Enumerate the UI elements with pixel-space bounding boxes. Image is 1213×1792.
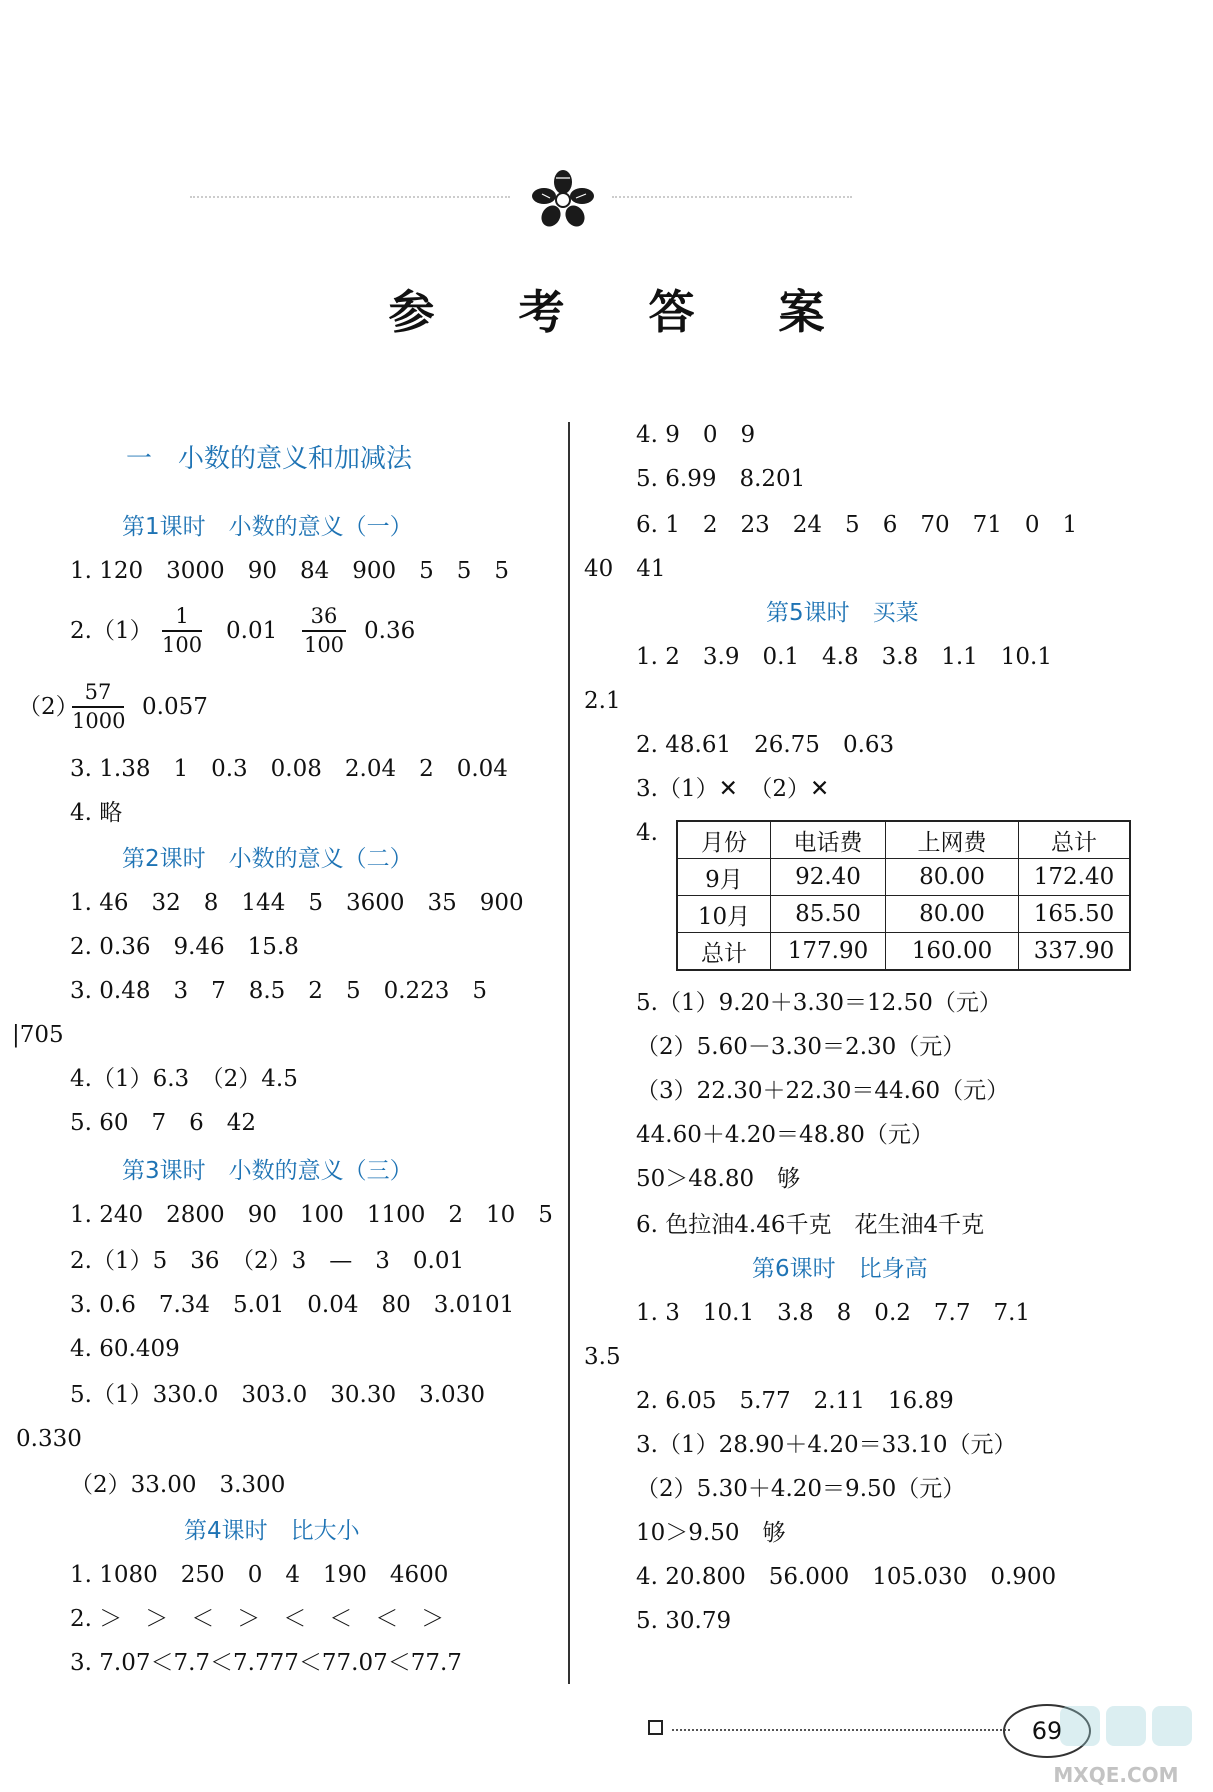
table-row (677, 933, 1130, 971)
table-header-cell: 上网费 (886, 821, 1019, 859)
answer-line: 4.（1）6.3 （2）4.5 (70, 1066, 298, 1092)
answer-line: 2. ＞ ＞ ＜ ＞ ＜ ＜ ＜ ＞ (70, 1606, 445, 1632)
table-header-cell: 总计 (1019, 821, 1131, 859)
answer-line: 5. 30.79 (636, 1608, 732, 1634)
answer-line: 3. 7.07＜7.7＜7.777＜77.07＜77.7 (70, 1650, 462, 1676)
lesson-1-heading: 第1课时 小数的意义（一） (122, 514, 413, 540)
footer-square-icon (648, 1720, 663, 1735)
table-header-cell: 月份 (677, 821, 771, 859)
fraction-numerator: 36 (302, 606, 346, 632)
answer-line: 4. 20.800 56.000 105.030 0.900 (636, 1564, 1057, 1590)
page-number: 69 (1003, 1704, 1091, 1758)
answer-line: 2.（1） (70, 618, 153, 644)
answer-line: 1. 46 32 8 144 5 3600 35 900 (70, 890, 524, 916)
answer-line: 0.01 (226, 618, 278, 644)
table-row (677, 859, 1130, 896)
table-header-cell: 电话费 (771, 821, 886, 859)
table-row (677, 896, 1130, 933)
answer-line: 2.1 (584, 688, 621, 714)
unit-title: 一 小数的意义和加减法 (126, 444, 413, 474)
table-cell: 160.00 (886, 933, 1019, 971)
answer-line: 6. 色拉油4.46千克 花生油4千克 (636, 1212, 985, 1238)
table-cell: 10月 (677, 896, 771, 933)
answer-line: 44.60＋4.20＝48.80（元） (636, 1122, 934, 1148)
footer-leader-dots (672, 1729, 1010, 1731)
answer-line: 2. 6.05 5.77 2.11 16.89 (636, 1388, 954, 1414)
answer-line: 5.（1）330.0 303.0 30.30 3.030 (70, 1382, 485, 1408)
table-cell: 165.50 (1019, 896, 1131, 933)
fraction-denominator: 1000 (72, 709, 126, 733)
title-dots-left (190, 196, 510, 198)
fraction-numerator: 1 (162, 606, 202, 632)
answer-line: 3.（1）✕ （2）✕ (636, 776, 830, 802)
answer-line: 4. (636, 820, 658, 846)
fee-table (676, 820, 1131, 971)
answer-line: 3. 0.48 3 7 8.5 2 5 0.223 5 (70, 978, 488, 1004)
table-header-row (677, 821, 1130, 859)
answer-line: 4. 略 (70, 800, 123, 826)
answer-line: 0.330 (16, 1426, 82, 1452)
answer-line: 6. 1 2 23 24 5 6 70 71 0 1 (636, 512, 1078, 538)
answer-line: （2）33.00 3.300 (70, 1472, 286, 1498)
table-cell: 177.90 (771, 933, 886, 971)
table-cell: 80.00 (886, 859, 1019, 896)
answer-line: |705 (12, 1022, 64, 1048)
table-cell: 85.50 (771, 896, 886, 933)
answer-line: 3.（1）28.90＋4.20＝33.10（元） (636, 1432, 1017, 1458)
lesson-2-heading: 第2课时 小数的意义（二） (122, 846, 413, 872)
table-cell: 80.00 (886, 896, 1019, 933)
answer-line: 0.36 (364, 618, 416, 644)
flower-ornament-icon (530, 168, 596, 230)
answer-line: 5.（1）9.20＋3.30＝12.50（元） (636, 990, 1002, 1016)
fraction (162, 606, 202, 656)
answer-line: 2. 0.36 9.46 15.8 (70, 934, 299, 960)
answer-line: 1. 240 2800 90 100 1100 2 10 5 (70, 1202, 553, 1228)
title-dots-right (612, 196, 852, 198)
lesson-5-heading: 第5课时 买菜 (766, 600, 919, 626)
answer-line: 40 41 (584, 556, 666, 582)
answer-line: 1. 120 3000 90 84 900 5 5 5 (70, 558, 510, 584)
answer-line: 3.5 (584, 1344, 621, 1370)
answer-line: 5. 6.99 8.201 (636, 466, 806, 492)
fraction-denominator: 100 (303, 633, 345, 657)
table-cell: 172.40 (1019, 859, 1131, 896)
answer-line: 4. 9 0 9 (636, 422, 756, 448)
answer-line: （2） (18, 694, 79, 720)
answer-line: 0.057 (142, 694, 208, 720)
lesson-4-heading: 第4课时 比大小 (184, 1518, 360, 1544)
page-title: 参 考 答 案 (388, 285, 859, 339)
table-cell: 92.40 (771, 859, 886, 896)
answer-line: 1. 1080 250 0 4 190 4600 (70, 1562, 449, 1588)
column-divider (568, 422, 570, 1684)
table-cell: 337.90 (1019, 933, 1131, 971)
answer-line: 2. 48.61 26.75 0.63 (636, 732, 895, 758)
answer-line: （3）22.30＋22.30＝44.60（元） (636, 1078, 1010, 1104)
answer-line: 5. 60 7 6 42 (70, 1110, 257, 1136)
svg-text:MXQE.COM: MXQE.COM (1053, 1763, 1179, 1787)
answer-line: 50＞48.80 够 (636, 1166, 801, 1192)
answer-line: 2.（1）5 36 （2）3 — 3 0.01 (70, 1248, 465, 1274)
answer-line: （2）5.30＋4.20＝9.50（元） (636, 1476, 966, 1502)
watermark-logo (1020, 1700, 1213, 1792)
table-cell: 9月 (677, 859, 771, 896)
lesson-3-heading: 第3课时 小数的意义（三） (122, 1158, 413, 1184)
answer-line: 10＞9.50 够 (636, 1520, 786, 1546)
answer-line: 3. 0.6 7.34 5.01 0.04 80 3.0101 (70, 1292, 515, 1318)
lesson-6-heading: 第6课时 比身高 (752, 1256, 928, 1282)
answer-line: 3. 1.38 1 0.3 0.08 2.04 2 0.04 (70, 756, 508, 782)
answer-line: （2）5.60－3.30＝2.30（元） (636, 1034, 966, 1060)
fraction (302, 606, 346, 656)
answer-line: 1. 3 10.1 3.8 8 0.2 7.7 7.1 (636, 1300, 1031, 1326)
fraction-denominator: 100 (162, 633, 203, 657)
fraction (72, 682, 124, 732)
fraction-numerator: 57 (72, 682, 124, 708)
answer-line: 1. 2 3.9 0.1 4.8 3.8 1.1 10.1 (636, 644, 1052, 670)
answer-line: 4. 60.409 (70, 1336, 180, 1362)
table-cell: 总计 (677, 933, 771, 971)
